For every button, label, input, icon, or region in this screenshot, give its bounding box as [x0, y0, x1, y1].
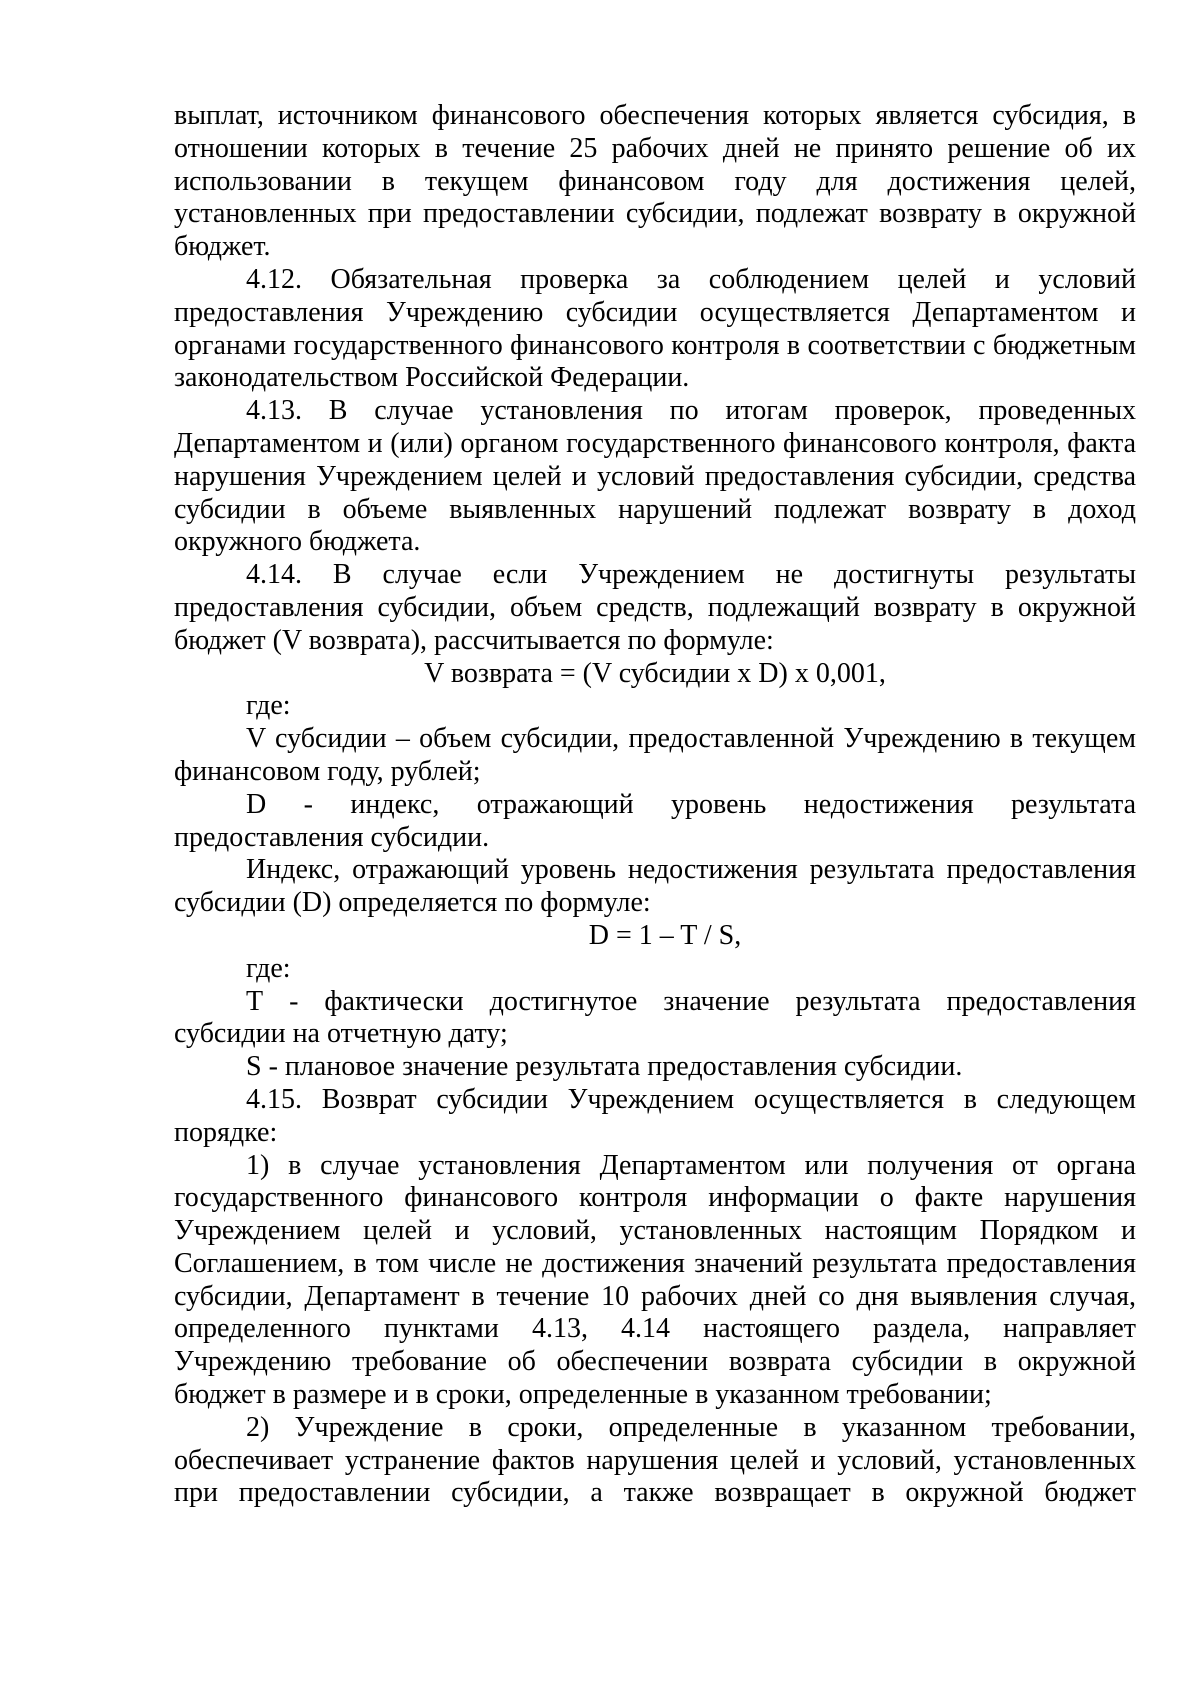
definition-s-planned: S - плановое значение результата предоставления субсидии. [246, 1051, 963, 1083]
definition-v-subsidy: V субсидии – объем субсидии, предоставленной Учреждению в текущем финансовом году, рублей; [174, 723, 1136, 787]
document-page [174, 100, 1136, 1510]
paragraph-4-14: 4.14. В случае если Учреждением не достигнуты результаты предоставления субсидии, объем средств, подлежащий возврату в окружной бюджет (V возврата), рассчитывается по формуле: [174, 559, 1136, 656]
where-label-2: где: [246, 952, 291, 984]
formula-v-return: V возврата = (V субсидии х D) х 0,001, [424, 657, 886, 689]
paragraph-index-formula: Индекс, отражающий уровень недостижения результата предоставления субсидии (D) определяется по формуле: [174, 854, 1136, 919]
definition-t-actual: Т - фактически достигнутое значение результата предоставления субсидии на отчетную дату; [174, 985, 1136, 1050]
list-item-1: 1) в случае установления Департаментом или получения от органа государственного финансового контроля информации о факте нарушения Учреждением целей и условий, установленных настоящим Порядком и Соглашением, в том числе не достижения значений результата предоставления субсидии, Департамент в течение 10 рабочих дней со дня выявления случая, определенного пунктами 4.13, 4.14 настоящего раздела, направляет Учреждению требование об обеспечении возврата субсидии в окружной бюджет в размере и в сроки, определенные в указанном требовании; [174, 1149, 1136, 1411]
paragraph-4-13: 4.13. В случае установления по итогам проверок, проведенных Департаментом и (или) органом государственного финансового контроля, факта нарушения Учреждением целей и условий предоставления субсидии, средства субсидии в объеме выявленных нарушений подлежат возврату в доход окружного бюджета. [174, 395, 1136, 558]
list-item-2: 2) Учреждение в сроки, определенные в указанном требовании, обеспечивает устранение фактов нарушения целей и условий, установленных при предоставлении субсидии, а также возвращает в окружной бюджет [174, 1411, 1136, 1509]
paragraph-continuation: выплат, источником финансового обеспечения которых является субсидия, в отношении которых в течение 25 рабочих дней не принято решение об их использовании в текущем финансовом году для достижения целей, установленных при предоставлении субсидии, подлежат возврату в окружной бюджет. [174, 100, 1136, 263]
definition-d-index: D - индекс, отражающий уровень недостижения результата предоставления субсидии. [174, 788, 1136, 853]
formula-d-index: D = 1 – T / S, [588, 919, 742, 951]
paragraph-4-12: 4.12. Обязательная проверка за соблюдением целей и условий предоставления Учреждению субсидии осуществляется Департаментом и органами государственного финансового контроля в соответствии с бюджетным законодательством Российской Федерации. [174, 263, 1136, 394]
where-label-1: где: [246, 690, 291, 722]
paragraph-4-15: 4.15. Возврат субсидии Учреждением осуществляется в следующем порядке: [174, 1083, 1136, 1148]
